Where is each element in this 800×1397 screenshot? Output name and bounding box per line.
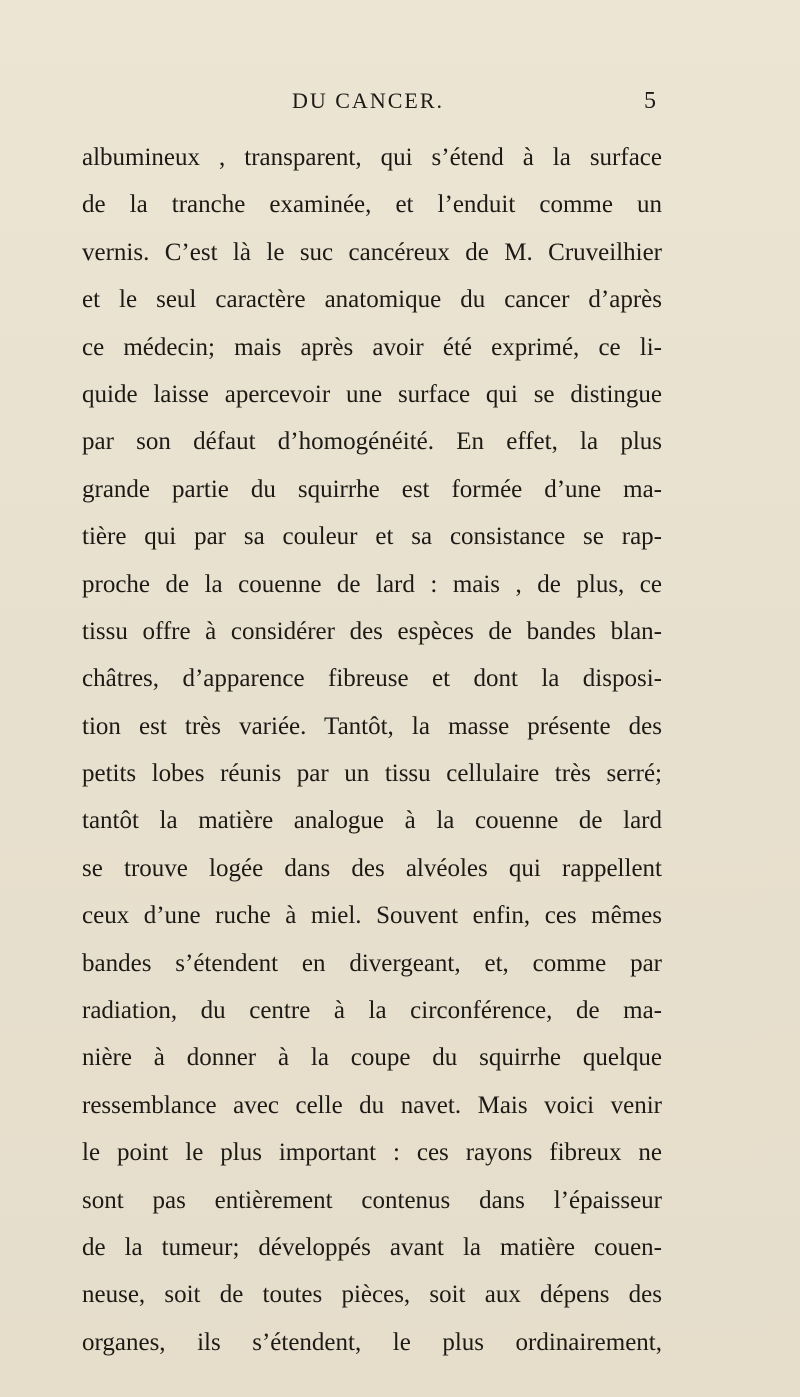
running-head: DU CANCER. (291, 88, 444, 113)
page-number: 5 (644, 88, 656, 114)
text-line: tion est très variée. Tantôt, la masse présente des (82, 712, 662, 740)
text-line: nière à donner à la coupe du squirrhe quelque (82, 1044, 662, 1072)
text-line: bandes s’étendent en divergeant, et, comme par (82, 949, 662, 977)
text-line: de la tumeur; développés avant la matière couen- (82, 1233, 662, 1261)
text-line: radiation, du centre à la circonférence, de ma- (82, 997, 662, 1025)
text-line: et le seul caractère anatomique du cancer d’après (82, 286, 662, 314)
text-line: ce médecin; mais après avoir été exprimé, ce li- (82, 333, 662, 361)
text-line: sont pas entièrement contenus dans l’épaisseur (82, 1186, 662, 1214)
text-line: tissu offre à considérer des espèces de bandes blan- (82, 617, 662, 645)
body-text (82, 134, 662, 1366)
text-line: petits lobes réunis par un tissu cellulaire très serré; (82, 760, 662, 788)
text-line: grande partie du squirrhe est formée d’une ma- (82, 475, 662, 503)
text-line: tière qui par sa couleur et sa consistance se rap- (82, 523, 662, 551)
text-line: par son défaut d’homogénéité. En effet, la plus (82, 428, 662, 456)
page-header (82, 88, 654, 124)
text-line: ceux d’une ruche à miel. Souvent enfin, ces mêmes (82, 902, 662, 930)
text-line: albumineux , transparent, qui s’étend à la surface (82, 144, 662, 171)
text-line: châtres, d’apparence fibreuse et dont la disposi- (82, 665, 662, 693)
text-line: ressemblance avec celle du navet. Mais voici venir (82, 1091, 662, 1119)
text-line: quide laisse apercevoir une surface qui se distingue (82, 380, 662, 408)
text-line: organes, ils s’étendent, le plus ordinairement, (82, 1328, 662, 1356)
text-line: le point le plus important : ces rayons fibreux ne (82, 1139, 662, 1167)
text-line: proche de la couenne de lard : mais , de plus, ce (82, 570, 662, 598)
text-line: neuse, soit de toutes pièces, soit aux dépens des (82, 1281, 662, 1309)
text-line: vernis. C’est là le suc cancéreux de M. Cruveilhier (82, 238, 662, 266)
text-line: se trouve logée dans des alvéoles qui rappellent (82, 854, 662, 882)
text-line: de la tranche examinée, et l’enduit comme un (82, 191, 662, 219)
text-line: tantôt la matière analogue à la couenne de lard (82, 807, 662, 835)
